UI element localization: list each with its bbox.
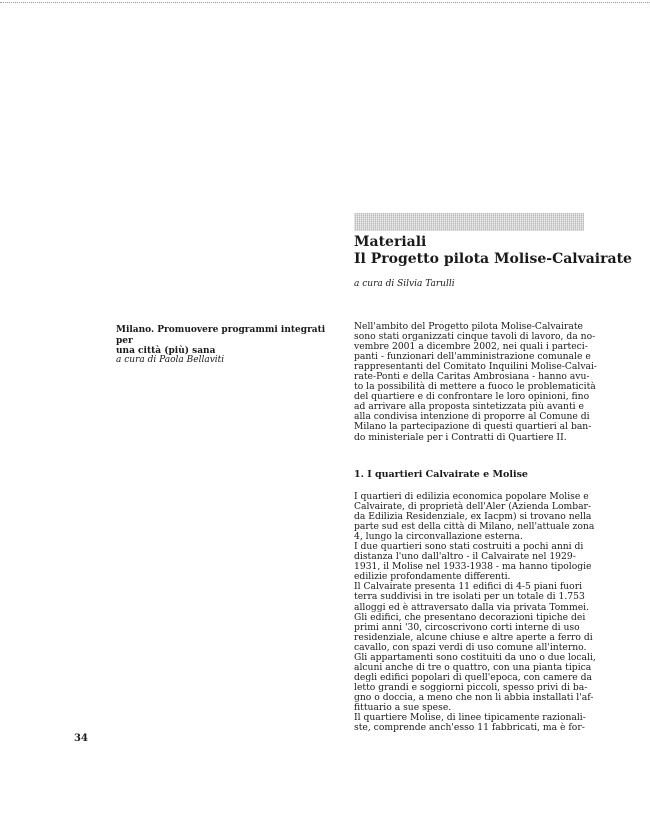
text-line: distanza l'uno dall'altro - il Calvairate nel 1929- <box>354 551 576 563</box>
intro-paragraph <box>354 321 598 443</box>
text-line: to la possibilità di mettere a fuoco le problematicità <box>354 381 596 393</box>
body-text <box>354 491 596 734</box>
text-line: da Edilizia Residenziale, ex Iacpm) si trovano nella <box>354 511 592 523</box>
text-line: I quartieri di edilizia economica popolare Molise e <box>354 491 589 502</box>
article-title: Il Progetto pilota Molise-Calvairate <box>354 251 632 267</box>
text-line: rate-Ponti e della Caritas Ambrosiana - hanno avu- <box>354 371 590 383</box>
text-line: Calvairate, di proprietà dell'Aler (Azienda Lombar- <box>354 501 592 513</box>
text-line: I due quartieri sono stati costruiti a pochi anni di <box>354 541 584 553</box>
text-line: ste, comprende anch'esso 11 fabbricati, ma è for- <box>354 722 585 734</box>
article-editor: a cura di Silvia Tarulli <box>354 279 455 289</box>
section-header-band <box>354 213 584 231</box>
text-line: 4, lungo la circonvallazione esterna. <box>354 531 523 543</box>
sidebar-article-title <box>116 325 336 357</box>
text-line: primi anni '30, circoscrivono corti interne di uso <box>354 621 580 633</box>
text-line: Il Calvairate presenta 11 edifici di 4-5 piani fuori <box>354 581 583 593</box>
text-line: ad arrivare alla proposta sintetizzata più avanti e <box>354 401 584 413</box>
text-line: degli edifici popolari di quell'epoca, con camere da <box>354 671 592 683</box>
text-line: terra suddivisi in tre isolati per un totale di 1.753 <box>354 591 585 603</box>
text-line: panti - funzionari dell'amministrazione comunale e <box>354 351 591 363</box>
text-line: Il quartiere Molise, di linee tipicamente razionali- <box>354 712 586 724</box>
text-line: do ministeriale per i Contratti di Quartiere II. <box>354 431 567 443</box>
text-line: letto grandi e soggiorni piccoli, spesso privi di ba- <box>354 681 588 693</box>
top-border-rule <box>0 2 650 3</box>
text-line: Nell'ambito del Progetto pilota Molise-Calvairate <box>354 321 583 332</box>
sidebar-title-line: una città (più) sana <box>116 346 216 356</box>
text-line: alloggi ed è attraversato dalla via privata Tommei. <box>354 601 589 613</box>
text-line: vembre 2001 a dicembre 2002, nei quali i parteci- <box>354 341 588 353</box>
text-line: parte sud est della città di Milano, nell'attuale zona <box>354 521 595 533</box>
text-line: Milano la partecipazione di questi quartieri al ban- <box>354 421 592 433</box>
text-line: alla condivisa intenzione di proporre al Comune di <box>354 411 590 423</box>
text-line: rappresentanti del Comitato Inquilini Molise-Calvai- <box>354 361 598 373</box>
text-line: 1931, il Molise nel 1933-1938 - ma hanno tipologie <box>354 561 592 573</box>
sidebar-title-line: Milano. Promuovere programmi integrati per <box>116 325 326 346</box>
text-line: Gli edifici, che presentano decorazioni tipiche dei <box>354 611 586 623</box>
section-label: Materiali <box>354 234 427 250</box>
text-line: Gli appartamenti sono costituiti da uno o due locali, <box>354 651 596 663</box>
text-line: cavallo, con spazi verdi di uso comune all'interno. <box>354 641 587 653</box>
sidebar-editor: a cura di Paola Bellaviti <box>116 355 225 365</box>
page-number: 34 <box>74 733 88 744</box>
text-line: gno o doccia, a meno che non li abbia installati l'af- <box>354 691 594 703</box>
section-subheading: 1. I quartieri Calvairate e Molise <box>354 469 528 480</box>
text-line: residenziale, alcune chiuse e altre aperte a ferro di <box>354 631 593 643</box>
text-line: sono stati organizzati cinque tavoli di lavoro, da no- <box>354 331 596 343</box>
text-line: alcuni anche di tre o quattro, con una pianta tipica <box>354 661 592 673</box>
text-line: fittuario a sue spese. <box>354 701 452 713</box>
text-line: edilizie profondamente differenti. <box>354 571 511 583</box>
text-line: del quartiere e di confrontare le loro opinioni, fino <box>354 391 590 403</box>
